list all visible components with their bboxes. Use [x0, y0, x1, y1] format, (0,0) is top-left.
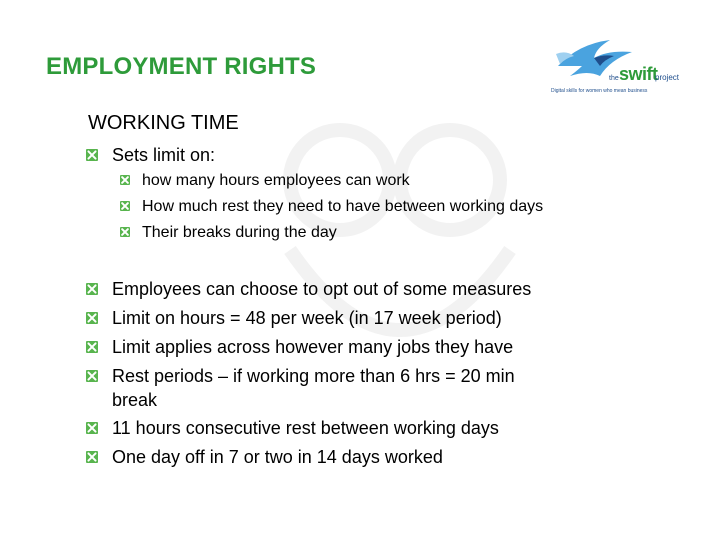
check-bullet-icon	[86, 422, 98, 434]
check-bullet-icon	[120, 227, 130, 237]
check-bullet-icon	[120, 175, 130, 185]
check-bullet-icon	[86, 341, 98, 353]
check-bullet-icon	[120, 201, 130, 211]
check-bullet-icon	[86, 451, 98, 463]
check-bullet-icon	[86, 283, 98, 295]
swift-project-logo	[548, 36, 680, 98]
section-heading: WORKING TIME	[88, 112, 239, 134]
logo-text-the: the	[609, 75, 619, 82]
list-item-text: break	[112, 390, 158, 410]
list-item-text: Their breaks during the day	[142, 224, 337, 241]
check-bullet-icon	[86, 149, 98, 161]
list-item-text: 11 hours consecutive rest between working days	[112, 418, 499, 438]
list-item-text: Limit on hours = 48 per week (in 17 week period)	[112, 308, 502, 328]
list-item-text: How much rest they need to have between working days	[142, 198, 544, 215]
list-item-text: Sets limit on:	[112, 145, 216, 165]
list-item-text: Limit applies across however many jobs they have	[112, 337, 514, 357]
logo-tagline: Digital skills for women who mean business	[551, 88, 648, 94]
slide-title: EMPLOYMENT RIGHTS	[46, 53, 317, 80]
list-item-text: One day off in 7 or two in 14 days worked	[112, 447, 443, 467]
list-item-text: how many hours employees can work	[142, 172, 410, 189]
logo-text-swift: swift	[619, 64, 658, 84]
check-bullet-icon	[86, 370, 98, 382]
check-bullet-icon	[86, 312, 98, 324]
list-item-text: Rest periods – if working more than 6 hrs = 20 min	[112, 366, 515, 386]
logo-text-project: project	[655, 73, 680, 82]
list-item-text: Employees can choose to opt out of some measures	[112, 279, 532, 299]
